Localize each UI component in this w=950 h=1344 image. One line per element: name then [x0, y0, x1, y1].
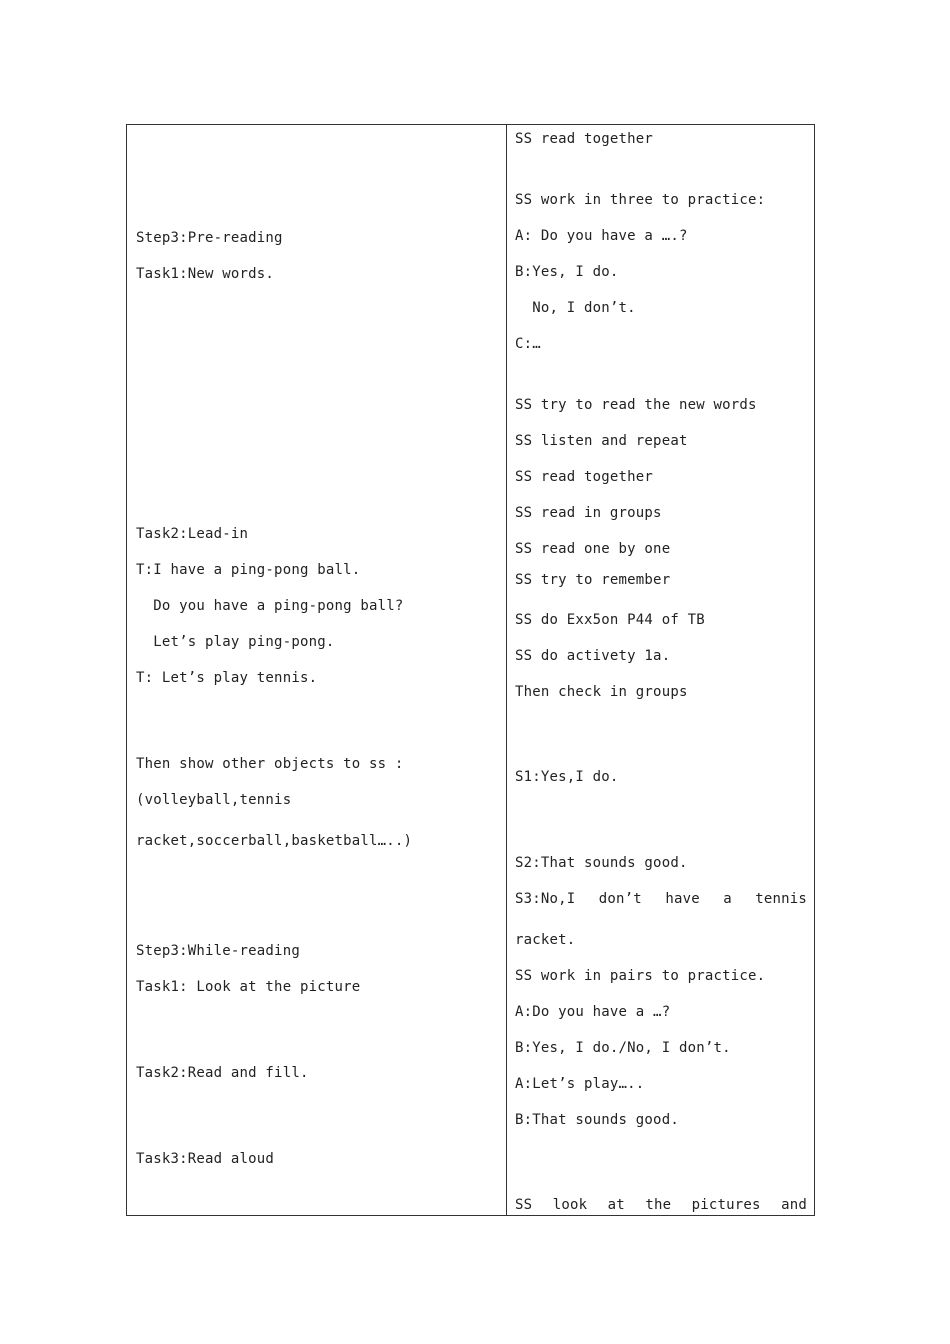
student-line-4: SS listen and repeat	[515, 433, 688, 449]
step3-while-reading-heading: Step3:While-reading	[136, 943, 300, 959]
task2-lead-in: Task2:Lead-in	[136, 526, 249, 542]
student-line-1: SS read together	[515, 131, 654, 147]
student-line-6: SS read in groups	[515, 505, 662, 521]
word: SS	[515, 1197, 533, 1213]
word: pictures	[691, 1197, 761, 1213]
objects-list-line-2: racket,soccerball,basketball…..)	[136, 833, 413, 849]
student-line-11: Then check in groups	[515, 684, 688, 700]
word: tennis	[755, 891, 807, 907]
column-divider	[506, 125, 507, 1215]
student-line-2: SS work in three to practice:	[515, 192, 766, 208]
pair-dialog-a1: A:Do you have a …?	[515, 1004, 671, 1020]
word: look	[552, 1197, 588, 1213]
student-s3-line-cont: racket.	[515, 932, 576, 948]
dialog-line-b-no: No, I don’t.	[515, 300, 636, 316]
task1-look-at-picture: Task1: Look at the picture	[136, 979, 361, 995]
lesson-plan-table	[126, 124, 815, 1216]
student-line-3: SS try to read the new words	[515, 397, 757, 413]
student-line-5: SS read together	[515, 469, 654, 485]
dialog-line-a: A: Do you have a ….?	[515, 228, 688, 244]
student-line-10: SS do activety 1a.	[515, 648, 671, 664]
word: and	[781, 1197, 807, 1213]
word: don’t	[598, 891, 642, 907]
student-s2-line: S2:That sounds good.	[515, 855, 688, 871]
student-line-7: SS read one by one	[515, 541, 671, 557]
word: have	[665, 891, 700, 907]
student-line-8: SS try to remember	[515, 572, 671, 588]
pair-dialog-a2: A:Let’s play…..	[515, 1076, 645, 1092]
word: S3:No,I	[515, 891, 576, 907]
teacher-line-3: Let’s play ping-pong.	[136, 634, 335, 650]
task1-new-words: Task1:New words.	[136, 266, 275, 282]
teacher-line-1: T:I have a ping-pong ball.	[136, 562, 361, 578]
word: a	[723, 891, 732, 907]
student-pairs-line: SS work in pairs to practice.	[515, 968, 766, 984]
student-last-line	[515, 1196, 807, 1214]
teacher-line-4: T: Let’s play tennis.	[136, 670, 318, 686]
student-line-9: SS do Exx5on P44 of TB	[515, 612, 705, 628]
word: at	[607, 1197, 625, 1213]
teacher-line-2: Do you have a ping-pong ball?	[136, 598, 404, 614]
show-objects-line: Then show other objects to ss :	[136, 756, 404, 772]
dialog-line-b-yes: B:Yes, I do.	[515, 264, 619, 280]
dialog-line-c: C:…	[515, 336, 541, 352]
task3-read-aloud: Task3:Read aloud	[136, 1151, 275, 1167]
pair-dialog-b1: B:Yes, I do./No, I don’t.	[515, 1040, 731, 1056]
word: the	[645, 1197, 672, 1213]
student-s1-line: S1:Yes,I do.	[515, 769, 619, 785]
task2-read-and-fill: Task2:Read and fill.	[136, 1065, 309, 1081]
step3-pre-reading-heading: Step3:Pre-reading	[136, 230, 283, 246]
objects-list-line-1: (volleyball,tennis	[136, 792, 292, 808]
student-s3-line	[515, 890, 807, 908]
pair-dialog-b2: B:That sounds good.	[515, 1112, 679, 1128]
